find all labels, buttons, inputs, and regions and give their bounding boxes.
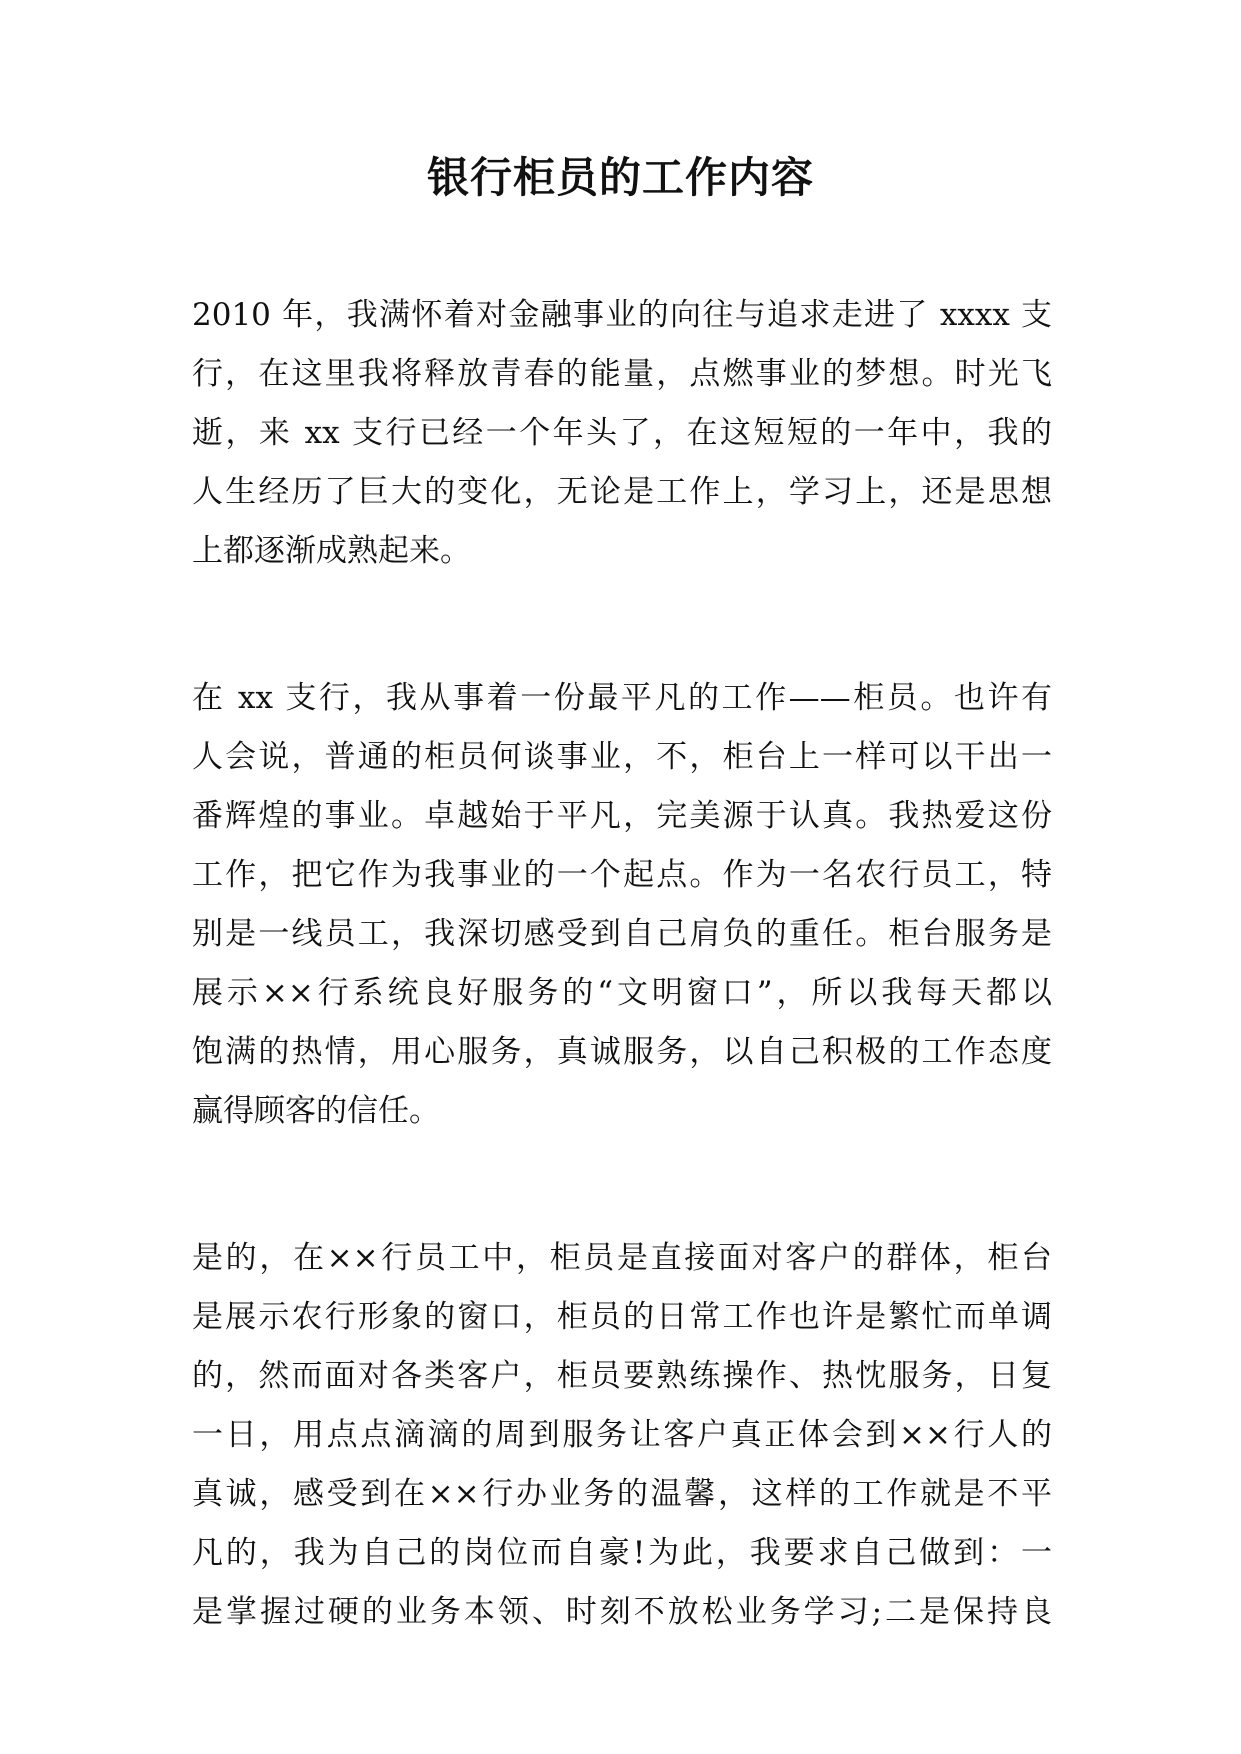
paragraph-1	[192, 286, 1052, 581]
text-line: 别是一线员工，我深切感受到自己肩负的重任。柜台服务是	[192, 916, 1052, 952]
text-line: 人生经历了巨大的变化，无论是工作上，学习上，还是思想	[192, 474, 1052, 510]
paragraph-spacer	[192, 1141, 1052, 1229]
text-line: 番辉煌的事业。卓越始于平凡，完美源于认真。我热爱这份	[192, 798, 1052, 834]
text-line: 是展示农行形象的窗口，柜员的日常工作也许是繁忙而单调	[192, 1299, 1052, 1335]
text-line: 是掌握过硬的业务本领、时刻不放松业务学习;二是保持良	[192, 1594, 1052, 1630]
paragraph-2	[192, 669, 1052, 1141]
text-line: 的，然而面对各类客户，柜员要熟练操作、热忱服务，日复	[192, 1358, 1052, 1394]
text-line: 是的，在××行员工中，柜员是直接面对客户的群体，柜台	[192, 1240, 1052, 1276]
document-title: 银行柜员的工作内容	[426, 153, 814, 202]
text-line: 凡的，我为自己的岗位而自豪!为此，我要求自己做到：一	[192, 1535, 1052, 1571]
text-line: 人会说，普通的柜员何谈事业，不，柜台上一样可以干出一	[192, 739, 1052, 775]
paragraph-3	[192, 1229, 1052, 1642]
text-line: 上都逐渐成熟起来。	[192, 533, 471, 569]
paragraph-spacer	[192, 581, 1052, 669]
text-line: 饱满的热情，用心服务，真诚服务，以自己积极的工作态度	[192, 1034, 1052, 1070]
text-line: 赢得顾客的信任。	[192, 1093, 440, 1129]
text-line: 一日，用点点滴滴的周到服务让客户真正体会到××行人的	[192, 1417, 1052, 1453]
text-line: 行，在这里我将释放青春的能量，点燃事业的梦想。时光飞	[192, 356, 1052, 392]
text-line: 逝，来 xx 支行已经一个年头了，在这短短的一年中，我的	[192, 415, 1052, 451]
text-line: 在 xx 支行，我从事着一份最平凡的工作——柜员。也许有	[192, 680, 1052, 716]
text-line: 工作，把它作为我事业的一个起点。作为一名农行员工，特	[192, 857, 1052, 893]
text-line: 展示××行系统良好服务的“文明窗口”，所以我每天都以	[192, 975, 1052, 1011]
document-body	[192, 286, 1052, 1642]
text-line: 2010 年，我满怀着对金融事业的向往与追求走进了 xxxx 支	[192, 297, 1052, 333]
text-line: 真诚，感受到在××行办业务的温馨，这样的工作就是不平	[192, 1476, 1052, 1512]
